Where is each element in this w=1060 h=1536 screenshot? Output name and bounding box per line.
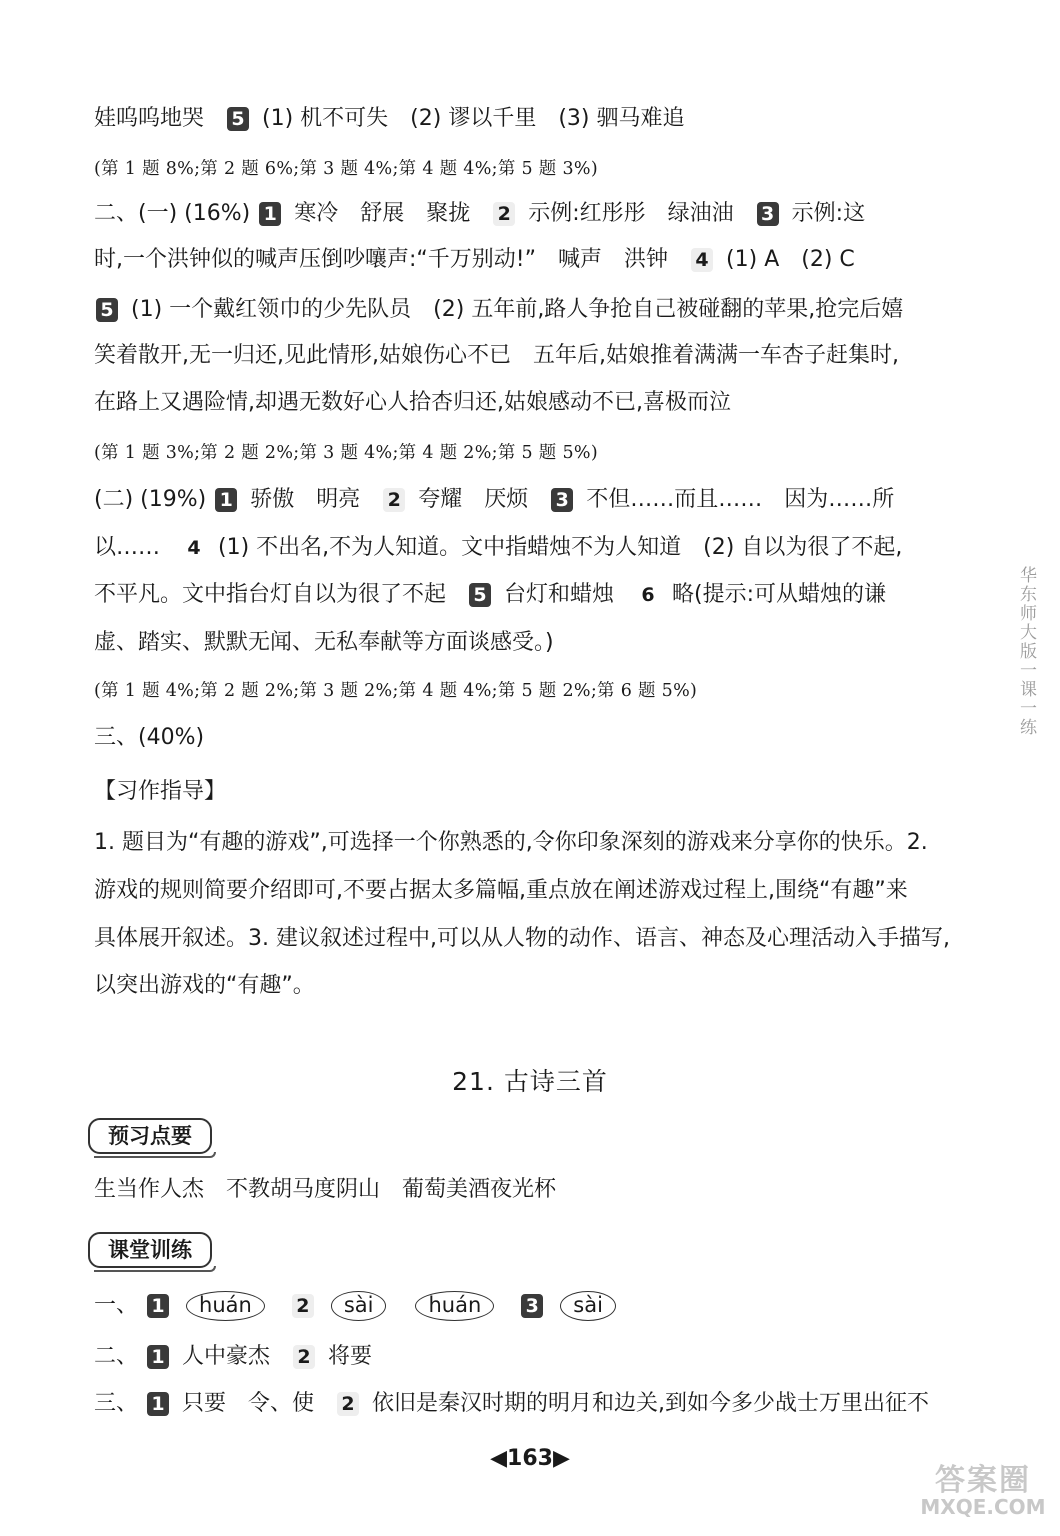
guide-line-3: 具体展开叙述。3. 建议叙述过程中,可以从人物的动作、语言、神态及心理活动入手描写, bbox=[94, 926, 950, 951]
guide-line-2: 游戏的规则简要介绍即可,不要占据太多篇幅,重点放在阐述游戏过程上,围绕“有趣”来 bbox=[94, 878, 908, 903]
question-number-badge: 5 bbox=[227, 107, 249, 131]
training-line-3: 三、 1 只要 令、使 2 依旧是秦汉时期的明月和边关,到如今多少战士万里出征不 bbox=[94, 1391, 930, 1416]
question-number-badge: 1 bbox=[259, 202, 281, 226]
question-number-badge: 2 bbox=[293, 1345, 315, 1369]
question-number-badge: 3 bbox=[757, 202, 779, 226]
lesson-title: 21. 古诗三首 bbox=[452, 1067, 608, 1096]
section-three-heading: 三、(40%) bbox=[94, 725, 205, 750]
answer-line-4: 5 (1) 一个戴红领巾的少先队员 (2) 五年前,路人争抢自己被碰翻的苹果,抢完后嬉 bbox=[94, 295, 903, 325]
watermark-bottom: MXQE.COM bbox=[920, 1495, 1046, 1519]
guide-line-4: 以突出游戏的“有趣”。 bbox=[94, 973, 315, 998]
question-number-badge: 2 bbox=[383, 488, 405, 512]
question-number-badge: 2 bbox=[337, 1392, 359, 1416]
page-number: ◀163▶ bbox=[490, 1446, 570, 1471]
question-number-badge: 6 bbox=[641, 584, 655, 606]
question-number-badge: 3 bbox=[521, 1294, 543, 1318]
watermark-logo bbox=[918, 1463, 1048, 1528]
question-number-badge: 2 bbox=[493, 202, 515, 226]
answer-line-1: 娃呜呜地哭 5 (1) 机不可失 (2) 谬以千里 (3) 驷马难追 bbox=[94, 106, 685, 131]
answer-line-10: 虚、踏实、默默无闻、无私奉献等方面谈感受。) bbox=[94, 630, 554, 655]
answer-line-7: (二) (19%) 1 骄傲 明亮 2 夸耀 厌烦 3 不但……而且…… 因为……所 bbox=[94, 487, 895, 512]
pinyin-answer: sài bbox=[331, 1291, 387, 1321]
question-number-badge: 1 bbox=[147, 1392, 169, 1416]
question-number-badge: 1 bbox=[147, 1294, 169, 1318]
answer-line-8: 以…… 4 (1) 不出名,不为人知道。文中指蜡烛不为人知道 (2) 自以为很了不起, bbox=[94, 535, 903, 560]
answer-line-3: 时,一个洪钟似的喊声压倒吵嚷声:“千万别动!” 喊声 洪钟 4 (1) A (2) C bbox=[94, 247, 855, 272]
preview-points-tag: 预习点要 bbox=[88, 1118, 212, 1154]
question-number-badge: 4 bbox=[691, 248, 713, 272]
training-line-1: 一、 1 huán 2 sài huán 3 sài bbox=[94, 1291, 620, 1321]
answer-line-9: 不平凡。文中指台灯自以为很了不起 5 台灯和蜡烛 6 略(提示:可从蜡烛的谦 bbox=[94, 582, 887, 607]
question-number-badge: 3 bbox=[551, 488, 573, 512]
question-number-badge: 2 bbox=[292, 1294, 314, 1318]
watermark-top: 答案圈 bbox=[935, 1463, 1031, 1498]
score-line-3: (第 1 题 4%;第 2 题 2%;第 3 题 2%;第 4 题 4%;第 5 题 2%;第 6 题 5%) bbox=[94, 681, 698, 701]
score-line-1: (第 1 题 8%;第 2 题 6%;第 3 题 4%;第 4 题 4%;第 5 题 3%) bbox=[94, 159, 598, 179]
pinyin-answer: huán bbox=[415, 1291, 494, 1321]
question-number-badge: 1 bbox=[215, 488, 237, 512]
training-line-2: 二、 1 人中豪杰 2 将要 bbox=[94, 1344, 373, 1369]
preview-answer-line: 生当作人杰 不教胡马度阴山 葡萄美酒夜光杯 bbox=[94, 1177, 557, 1202]
writing-guide-heading: 【习作指导】 bbox=[94, 779, 227, 804]
guide-line-1: 1. 题目为“有趣的游戏”,可选择一个你熟悉的,令你印象深刻的游戏来分享你的快乐。2. bbox=[94, 830, 928, 855]
pinyin-answer: sài bbox=[560, 1291, 616, 1321]
answer-line-5: 笑着散开,无一归还,见此情形,姑娘伤心不已 五年后,姑娘推着满满一车杏子赶集时, bbox=[94, 343, 899, 368]
question-number-badge: 1 bbox=[147, 1345, 169, 1369]
question-number-badge: 5 bbox=[469, 583, 491, 607]
question-number-badge: 5 bbox=[96, 298, 118, 322]
score-line-2: (第 1 题 3%;第 2 题 2%;第 3 题 4%;第 4 题 2%;第 5 题 5%) bbox=[94, 443, 598, 463]
answer-line-6: 在路上又遇险情,却遇无数好心人拾杏归还,姑娘感动不已,喜极而泣 bbox=[94, 390, 731, 415]
side-series-label: 华东师大版一课一练 bbox=[1016, 566, 1036, 737]
classroom-training-tag: 课堂训练 bbox=[88, 1232, 212, 1268]
question-number-badge: 4 bbox=[187, 537, 201, 559]
pinyin-answer: huán bbox=[186, 1291, 265, 1321]
answer-line-2: 二、(一) (16%) 1 寒冷 舒展 聚拢 2 示例:红彤彤 绿油油 3 示例:这 bbox=[94, 201, 866, 226]
